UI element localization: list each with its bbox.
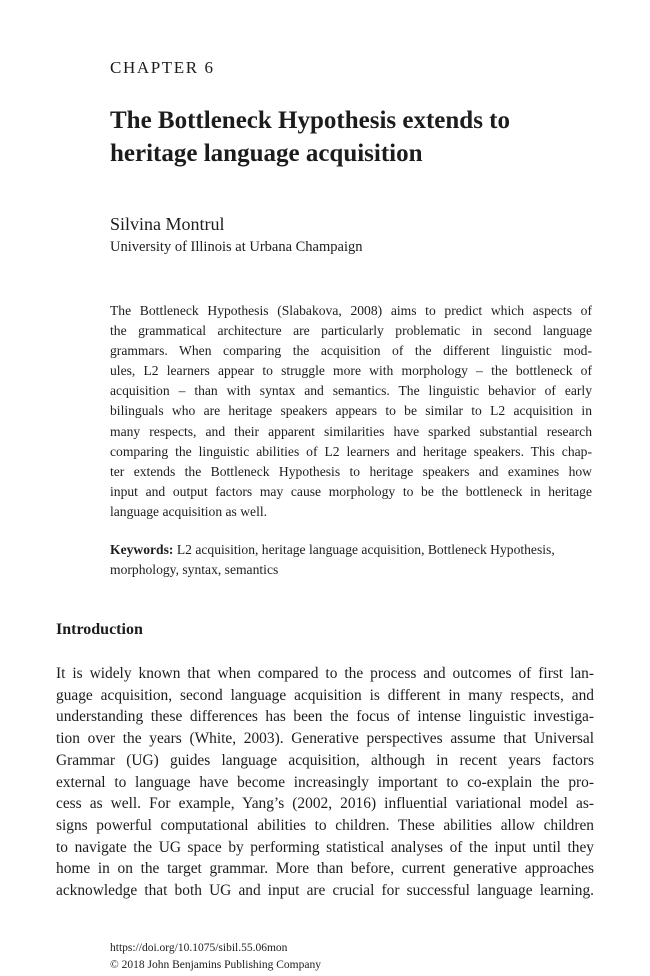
chapter-title-line: heritage language acquisition [110,140,423,167]
author-affiliation: University of Illinois at Urbana Champaign [110,239,363,255]
abstract-line: bilinguals who are heritage speakers appears to be similar to L2 acquisition in [110,403,592,419]
abstract-line: acquisition – than with syntax and semantics. The linguistic behavior of early [110,383,592,399]
chapter-title [110,104,580,170]
abstract-line: input and output factors may cause morphology to be the bottleneck in heritage [110,483,592,499]
body-line: signs powerful computational abilities to children. These abilities allow children [56,816,594,834]
keywords-line: morphology, syntax, semantics [110,562,279,578]
abstract-line: ter extends the Bottleneck Hypothesis to heritage speakers and examines how [110,463,592,479]
body-line: understanding these differences has been the focus of intense linguistic investiga- [56,708,594,726]
abstract-line: the grammatical architecture are particularly problematic in second language [110,323,592,339]
abstract [110,301,592,522]
chapter-title-line: The Bottleneck Hypothesis extends to [110,107,510,134]
body-line: guage acquisition, second language acquisition is different in many respects, and [56,686,594,704]
keywords-text: L2 acquisition, heritage language acquisition, Bottleneck Hypothesis, [173,542,555,557]
page-footer [110,940,321,974]
abstract-line: ules, L2 learners appear to struggle more with morphology – the bottleneck of [110,363,592,379]
body-paragraph [56,663,594,902]
body-line: acknowledge that both UG and input are crucial for successful language learning. [56,882,594,900]
body-line: external to language have become increasingly important to co-explain the pro- [56,773,594,791]
body-line: Grammar (UG) guides language acquisition, although in recent years factors [56,751,594,769]
keywords-line [110,540,592,560]
chapter-label: CHAPTER 6 [110,58,215,77]
copyright-notice: © 2018 John Benjamins Publishing Company [110,959,321,971]
section-heading: Introduction [56,621,143,638]
body-line: to navigate the UG space by performing statistical analyses of the input until they [56,838,594,856]
body-line: home in on the target grammar. More than before, current generative approaches [56,860,594,878]
abstract-line: many respects, and their apparent similarities have sparked substantial research [110,423,592,439]
body-line: cess as well. For example, Yang’s (2002, 2016) influential variational model as- [56,795,594,813]
body-line: It is widely known that when compared to the process and outcomes of first lan- [56,665,594,682]
abstract-line: The Bottleneck Hypothesis (Slabakova, 2008) aims to predict which aspects of [110,303,592,318]
keywords [110,540,592,580]
keywords-label: Keywords: [110,542,174,557]
abstract-line: grammars. When comparing the acquisition of the different linguistic mod- [110,343,592,359]
body-line: tion over the years (White, 2003). Generative perspectives assume that Universal [56,730,594,748]
author-name: Silvina Montrul [110,214,225,234]
abstract-line: language acquisition as well. [110,503,268,519]
abstract-line: comparing the linguistic abilities of L2 learners and heritage speakers. This chap- [110,443,592,459]
doi-link[interactable]: https://doi.org/10.1075/sibil.55.06mon [110,942,288,954]
